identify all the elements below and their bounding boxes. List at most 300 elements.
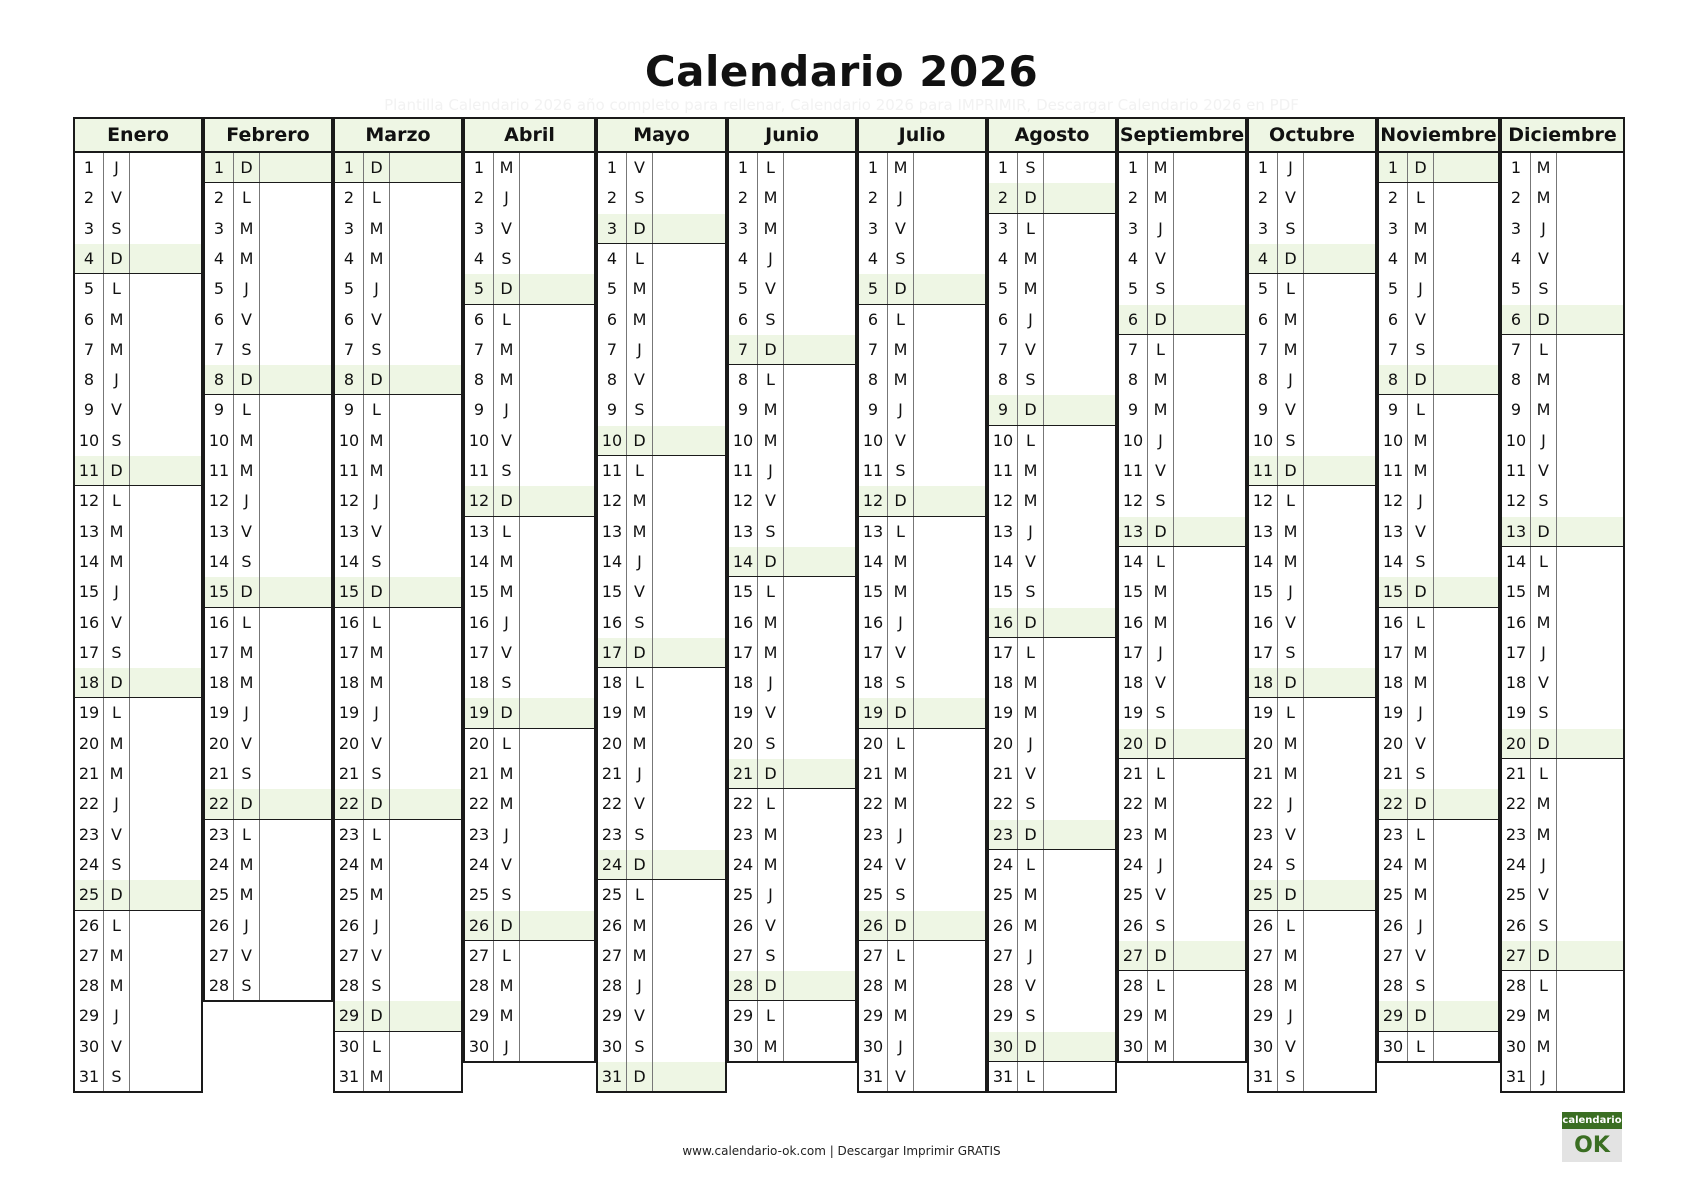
day-number: 12 bbox=[859, 486, 888, 516]
day-number: 21 bbox=[598, 759, 627, 789]
weekday-letter: V bbox=[234, 729, 260, 759]
day-number: 5 bbox=[1502, 274, 1531, 305]
day-row bbox=[727, 153, 857, 184]
day-row bbox=[333, 577, 463, 609]
day-row bbox=[727, 244, 857, 275]
day-row bbox=[1500, 820, 1625, 851]
calendario-ok-logo bbox=[1562, 1112, 1622, 1162]
weekday-letter: S bbox=[1018, 789, 1044, 820]
day-number: 11 bbox=[1379, 456, 1408, 486]
note-space bbox=[1557, 698, 1623, 729]
weekday-letter: L bbox=[1408, 183, 1434, 214]
weekday-letter: M bbox=[627, 911, 653, 941]
day-number: 16 bbox=[598, 608, 627, 638]
day-number: 8 bbox=[859, 365, 888, 395]
weekday-letter: S bbox=[888, 668, 914, 698]
weekday-letter: L bbox=[104, 698, 130, 729]
weekday-letter: D bbox=[1408, 577, 1434, 607]
day-number: 28 bbox=[205, 971, 234, 1000]
day-number: 17 bbox=[1379, 638, 1408, 668]
day-number: 22 bbox=[75, 789, 104, 820]
day-number: 22 bbox=[335, 789, 364, 819]
day-number: 23 bbox=[1119, 820, 1148, 850]
day-row bbox=[596, 698, 727, 730]
day-row bbox=[1500, 1062, 1625, 1093]
note-space bbox=[130, 608, 201, 638]
day-row bbox=[857, 547, 987, 578]
day-row bbox=[203, 608, 333, 639]
day-number: 13 bbox=[859, 517, 888, 547]
day-number: 28 bbox=[1379, 971, 1408, 1001]
weekday-letter: D bbox=[1408, 1001, 1434, 1031]
day-number: 11 bbox=[989, 456, 1018, 486]
day-number: 9 bbox=[335, 395, 364, 426]
note-space bbox=[1434, 183, 1498, 214]
day-row bbox=[727, 1032, 857, 1063]
weekday-letter: J bbox=[1408, 911, 1434, 941]
day-number: 18 bbox=[75, 668, 104, 697]
day-number: 9 bbox=[1379, 395, 1408, 426]
weekday-letter: V bbox=[364, 729, 390, 759]
weekday-letter: D bbox=[104, 244, 130, 273]
note-space bbox=[1557, 850, 1623, 880]
day-row bbox=[1247, 638, 1377, 669]
day-number: 16 bbox=[1249, 608, 1278, 638]
weekday-letter: S bbox=[1408, 971, 1434, 1001]
note-space bbox=[520, 183, 594, 214]
note-space bbox=[784, 971, 855, 1000]
note-space bbox=[390, 214, 461, 244]
note-space bbox=[914, 486, 985, 516]
day-number: 25 bbox=[205, 880, 234, 911]
day-number: 30 bbox=[1502, 1032, 1531, 1062]
note-space bbox=[1304, 335, 1375, 365]
day-number: 15 bbox=[1379, 577, 1408, 607]
note-space bbox=[1174, 183, 1245, 214]
weekday-letter: L bbox=[627, 880, 653, 911]
note-space bbox=[1304, 638, 1375, 668]
day-row bbox=[1377, 698, 1500, 730]
note-space bbox=[520, 547, 594, 577]
weekday-letter: D bbox=[364, 789, 390, 819]
note-space bbox=[914, 668, 985, 698]
note-space bbox=[260, 365, 331, 394]
day-row bbox=[987, 335, 1117, 366]
day-number: 19 bbox=[1379, 698, 1408, 729]
day-number: 28 bbox=[465, 971, 494, 1001]
note-space bbox=[130, 577, 201, 608]
weekday-letter: M bbox=[104, 547, 130, 577]
day-number: 9 bbox=[859, 395, 888, 426]
weekday-letter: M bbox=[1408, 668, 1434, 698]
day-number: 7 bbox=[75, 335, 104, 365]
day-row bbox=[1377, 547, 1500, 578]
day-row bbox=[1500, 759, 1625, 790]
note-space bbox=[1174, 517, 1245, 546]
day-row bbox=[987, 850, 1117, 881]
note-space bbox=[1434, 214, 1498, 244]
note-space bbox=[914, 911, 985, 940]
day-row bbox=[73, 153, 203, 184]
day-number: 23 bbox=[335, 820, 364, 850]
note-space bbox=[390, 153, 461, 182]
weekday-letter: V bbox=[1018, 335, 1044, 365]
day-number: 1 bbox=[1119, 153, 1148, 183]
day-row bbox=[1247, 880, 1377, 912]
note-space bbox=[1174, 456, 1245, 486]
day-row bbox=[1117, 274, 1247, 306]
weekday-letter: V bbox=[1408, 941, 1434, 971]
weekday-letter: L bbox=[758, 789, 784, 820]
day-row bbox=[1117, 850, 1247, 881]
day-row bbox=[1500, 183, 1625, 215]
day-row bbox=[727, 759, 857, 790]
day-row bbox=[463, 941, 596, 972]
note-space bbox=[130, 820, 201, 850]
day-number: 24 bbox=[335, 850, 364, 880]
weekday-letter: S bbox=[494, 668, 520, 698]
note-space bbox=[1434, 577, 1498, 607]
weekday-letter: S bbox=[1018, 365, 1044, 395]
weekday-letter: M bbox=[1148, 820, 1174, 850]
note-space bbox=[653, 577, 725, 608]
day-number: 1 bbox=[598, 153, 627, 183]
weekday-letter: V bbox=[1018, 971, 1044, 1001]
day-number: 12 bbox=[1249, 486, 1278, 517]
day-row bbox=[73, 214, 203, 245]
day-number: 25 bbox=[729, 880, 758, 911]
day-row bbox=[333, 729, 463, 760]
day-row bbox=[463, 426, 596, 457]
weekday-letter: M bbox=[1278, 547, 1304, 577]
day-number: 14 bbox=[465, 547, 494, 577]
weekday-letter: D bbox=[494, 698, 520, 728]
day-row bbox=[1117, 395, 1247, 427]
day-row bbox=[987, 395, 1117, 427]
day-number: 27 bbox=[1502, 941, 1531, 970]
day-row bbox=[333, 244, 463, 275]
day-number: 5 bbox=[1119, 274, 1148, 305]
day-number: 16 bbox=[1502, 608, 1531, 638]
day-row bbox=[1377, 274, 1500, 306]
note-space bbox=[653, 608, 725, 638]
weekday-letter: J bbox=[494, 820, 520, 850]
weekday-letter: M bbox=[1018, 911, 1044, 941]
month-header: Enero bbox=[73, 117, 203, 153]
day-number: 26 bbox=[335, 911, 364, 941]
weekday-letter: M bbox=[627, 517, 653, 547]
note-space bbox=[914, 335, 985, 365]
day-row bbox=[727, 729, 857, 760]
day-row bbox=[333, 1062, 463, 1093]
day-number: 27 bbox=[859, 941, 888, 971]
note-space bbox=[784, 820, 855, 850]
day-number: 13 bbox=[205, 517, 234, 547]
day-row bbox=[333, 880, 463, 912]
day-row bbox=[73, 1001, 203, 1033]
weekday-letter: M bbox=[627, 305, 653, 335]
weekday-letter: L bbox=[364, 820, 390, 850]
note-space bbox=[1174, 971, 1245, 1001]
day-row bbox=[596, 941, 727, 972]
note-space bbox=[1044, 365, 1115, 395]
day-number: 13 bbox=[465, 517, 494, 547]
day-number: 21 bbox=[335, 759, 364, 789]
day-number: 6 bbox=[335, 305, 364, 335]
weekday-letter: M bbox=[494, 789, 520, 820]
day-row bbox=[463, 820, 596, 851]
note-space bbox=[1557, 668, 1623, 698]
day-row bbox=[857, 365, 987, 396]
day-number: 12 bbox=[1119, 486, 1148, 517]
day-number: 17 bbox=[335, 638, 364, 668]
note-space bbox=[130, 395, 201, 426]
day-number: 8 bbox=[75, 365, 104, 395]
day-row bbox=[727, 426, 857, 457]
weekday-letter: V bbox=[1148, 880, 1174, 911]
weekday-letter: M bbox=[1148, 153, 1174, 183]
day-row bbox=[1247, 214, 1377, 245]
weekday-letter: D bbox=[758, 335, 784, 364]
weekday-letter: M bbox=[234, 426, 260, 456]
note-space bbox=[1044, 698, 1115, 729]
day-row bbox=[333, 183, 463, 215]
note-space bbox=[1174, 214, 1245, 244]
day-number: 26 bbox=[75, 911, 104, 941]
day-number: 19 bbox=[75, 698, 104, 729]
note-space bbox=[914, 1001, 985, 1032]
day-row bbox=[203, 214, 333, 245]
day-number: 11 bbox=[859, 456, 888, 486]
day-row bbox=[1117, 486, 1247, 518]
day-number: 23 bbox=[1379, 820, 1408, 850]
day-number: 23 bbox=[465, 820, 494, 850]
day-number: 19 bbox=[1119, 698, 1148, 729]
note-space bbox=[914, 820, 985, 850]
day-row bbox=[463, 698, 596, 730]
footer-text: www.calendario-ok.com | Descargar Imprimir GRATIS bbox=[682, 1144, 1001, 1158]
weekday-letter: M bbox=[104, 729, 130, 759]
note-space bbox=[1304, 214, 1375, 244]
year-calendar-grid bbox=[73, 117, 1625, 1093]
note-space bbox=[653, 365, 725, 395]
weekday-letter: S bbox=[104, 426, 130, 456]
weekday-letter: M bbox=[1531, 183, 1557, 214]
day-number: 3 bbox=[1249, 214, 1278, 244]
day-number: 29 bbox=[859, 1001, 888, 1032]
weekday-letter: D bbox=[364, 153, 390, 182]
day-row bbox=[463, 759, 596, 790]
day-row bbox=[1377, 365, 1500, 396]
note-space bbox=[1434, 305, 1498, 335]
weekday-letter: M bbox=[1278, 517, 1304, 547]
day-row bbox=[1377, 456, 1500, 487]
day-row bbox=[727, 941, 857, 972]
weekday-letter: M bbox=[234, 456, 260, 486]
weekday-letter: L bbox=[1018, 426, 1044, 456]
day-number: 10 bbox=[598, 426, 627, 455]
weekday-letter: L bbox=[1278, 911, 1304, 941]
note-space bbox=[1174, 244, 1245, 274]
weekday-letter: L bbox=[1278, 486, 1304, 517]
note-space bbox=[520, 789, 594, 820]
note-space bbox=[1557, 274, 1623, 305]
weekday-letter: M bbox=[494, 547, 520, 577]
day-number: 16 bbox=[75, 608, 104, 638]
day-row bbox=[727, 880, 857, 912]
weekday-letter: J bbox=[888, 1032, 914, 1062]
weekday-letter: J bbox=[888, 183, 914, 214]
day-row bbox=[596, 486, 727, 518]
month-header: Noviembre bbox=[1377, 117, 1500, 153]
day-number: 22 bbox=[205, 789, 234, 819]
weekday-letter: V bbox=[1278, 183, 1304, 214]
weekday-letter: M bbox=[1531, 577, 1557, 608]
note-space bbox=[653, 1062, 725, 1091]
day-row bbox=[727, 971, 857, 1002]
weekday-letter: V bbox=[1278, 608, 1304, 638]
weekday-letter: M bbox=[494, 153, 520, 183]
note-space bbox=[390, 547, 461, 577]
note-space bbox=[260, 820, 331, 850]
day-row bbox=[857, 577, 987, 609]
day-number: 16 bbox=[1119, 608, 1148, 638]
note-space bbox=[1304, 517, 1375, 547]
day-row bbox=[203, 820, 333, 851]
weekday-letter: S bbox=[234, 547, 260, 577]
day-number: 1 bbox=[989, 153, 1018, 183]
note-space bbox=[1304, 971, 1375, 1001]
note-space bbox=[260, 547, 331, 577]
day-number: 25 bbox=[1249, 880, 1278, 910]
day-row bbox=[1500, 486, 1625, 518]
weekday-letter: M bbox=[494, 577, 520, 608]
month-header: Julio bbox=[857, 117, 987, 153]
day-row bbox=[857, 880, 987, 912]
day-row bbox=[73, 698, 203, 730]
day-number: 8 bbox=[1249, 365, 1278, 395]
day-number: 27 bbox=[1379, 941, 1408, 971]
day-number: 6 bbox=[729, 305, 758, 335]
note-space bbox=[1434, 729, 1498, 759]
day-row bbox=[333, 214, 463, 245]
day-number: 8 bbox=[729, 365, 758, 395]
weekday-letter: J bbox=[1018, 305, 1044, 335]
weekday-letter: L bbox=[494, 941, 520, 971]
weekday-letter: M bbox=[1531, 1001, 1557, 1032]
note-space bbox=[1557, 456, 1623, 486]
note-space bbox=[520, 395, 594, 426]
day-number: 12 bbox=[1379, 486, 1408, 517]
note-space bbox=[260, 335, 331, 365]
note-space bbox=[1434, 486, 1498, 517]
day-number: 10 bbox=[1119, 426, 1148, 456]
note-space bbox=[520, 820, 594, 850]
note-space bbox=[1044, 274, 1115, 305]
day-number: 23 bbox=[75, 820, 104, 850]
weekday-letter: M bbox=[1408, 638, 1434, 668]
day-row bbox=[857, 789, 987, 821]
day-row bbox=[203, 486, 333, 518]
day-number: 2 bbox=[1119, 183, 1148, 214]
day-number: 7 bbox=[465, 335, 494, 365]
month-header: Marzo bbox=[333, 117, 463, 153]
note-space bbox=[653, 820, 725, 850]
day-number: 27 bbox=[1249, 941, 1278, 971]
day-number: 13 bbox=[75, 517, 104, 547]
day-row bbox=[333, 305, 463, 336]
day-row bbox=[1247, 365, 1377, 396]
weekday-letter: S bbox=[1148, 911, 1174, 941]
note-space bbox=[1044, 486, 1115, 517]
day-number: 30 bbox=[598, 1032, 627, 1062]
weekday-letter: V bbox=[1531, 456, 1557, 486]
note-space bbox=[914, 214, 985, 244]
day-number: 14 bbox=[75, 547, 104, 577]
weekday-letter: M bbox=[1018, 486, 1044, 517]
day-number: 2 bbox=[1249, 183, 1278, 214]
weekday-letter: V bbox=[627, 789, 653, 820]
note-space bbox=[520, 1001, 594, 1032]
day-row bbox=[463, 486, 596, 518]
note-space bbox=[260, 214, 331, 244]
weekday-letter: J bbox=[1278, 789, 1304, 820]
day-number: 8 bbox=[989, 365, 1018, 395]
note-space bbox=[1557, 911, 1623, 941]
day-number: 31 bbox=[859, 1062, 888, 1091]
day-row bbox=[463, 668, 596, 699]
day-number: 10 bbox=[729, 426, 758, 456]
note-space bbox=[1174, 608, 1245, 638]
day-row bbox=[596, 729, 727, 760]
weekday-letter: J bbox=[627, 759, 653, 789]
day-number: 6 bbox=[465, 305, 494, 335]
weekday-letter: S bbox=[494, 880, 520, 911]
day-number: 4 bbox=[335, 244, 364, 274]
note-space bbox=[1304, 426, 1375, 456]
weekday-letter: M bbox=[758, 850, 784, 880]
weekday-letter: V bbox=[1408, 517, 1434, 547]
day-number: 20 bbox=[1379, 729, 1408, 759]
day-number: 20 bbox=[989, 729, 1018, 759]
note-space bbox=[653, 759, 725, 789]
day-number: 24 bbox=[989, 850, 1018, 880]
note-space bbox=[1304, 1001, 1375, 1032]
day-row bbox=[727, 456, 857, 487]
day-row bbox=[1247, 274, 1377, 306]
weekday-letter: M bbox=[758, 638, 784, 668]
day-row bbox=[333, 668, 463, 699]
day-number: 17 bbox=[1249, 638, 1278, 668]
day-number: 21 bbox=[859, 759, 888, 789]
note-space bbox=[914, 698, 985, 728]
day-number: 31 bbox=[1502, 1062, 1531, 1091]
note-space bbox=[653, 214, 725, 243]
day-row bbox=[1500, 638, 1625, 669]
note-space bbox=[784, 365, 855, 395]
day-number: 3 bbox=[859, 214, 888, 244]
day-row bbox=[73, 789, 203, 821]
day-row bbox=[333, 608, 463, 639]
day-row bbox=[203, 941, 333, 972]
note-space bbox=[914, 456, 985, 486]
note-space bbox=[390, 395, 461, 426]
day-row bbox=[1377, 214, 1500, 245]
note-space bbox=[1044, 971, 1115, 1001]
weekday-letter: S bbox=[364, 335, 390, 365]
weekday-letter: M bbox=[1018, 668, 1044, 698]
day-row bbox=[1377, 1001, 1500, 1033]
